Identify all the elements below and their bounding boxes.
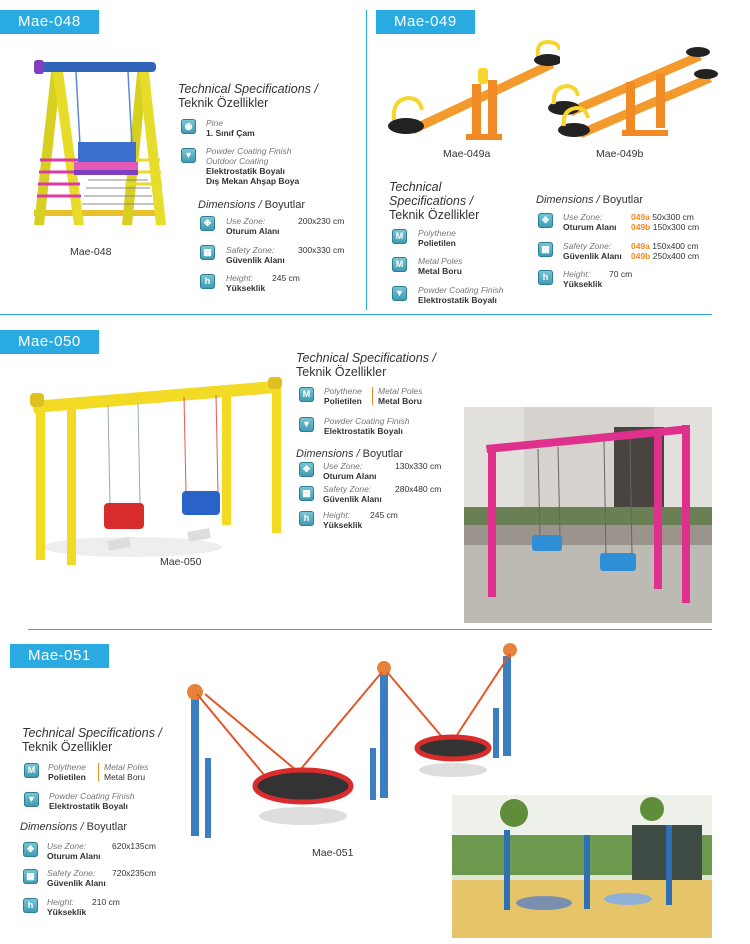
dimensions-title-en: Dimensions / bbox=[296, 448, 360, 460]
use-zone-label-en: Use Zone: bbox=[226, 216, 266, 226]
section-tag-048: Mae-048 bbox=[0, 10, 99, 34]
installation-photo-mae-050 bbox=[464, 407, 712, 623]
finish-label-en: Powder Coating Finish bbox=[324, 416, 410, 426]
use-zone-label-en: Use Zone: bbox=[47, 841, 87, 851]
paint-icon: ▼ bbox=[181, 148, 196, 163]
finish-label-en2: Outdoor Coating bbox=[206, 156, 269, 166]
finish-spec bbox=[49, 791, 135, 811]
poles-spec bbox=[378, 386, 422, 406]
height-value: 70 cm bbox=[609, 269, 633, 279]
use-zone-label-tr: Oturum Alanı bbox=[226, 226, 280, 236]
code-049a: 049a bbox=[631, 241, 650, 251]
safety-zone-label-en: Safety Zone: bbox=[323, 484, 372, 494]
paint-icon: ▼ bbox=[24, 792, 39, 807]
safety-zone-value: 300x330 cm bbox=[298, 245, 345, 255]
paint-icon: ▼ bbox=[392, 286, 407, 301]
product-image-mae-049a bbox=[380, 38, 560, 148]
spec-title bbox=[296, 351, 436, 379]
height-label-en: Height: bbox=[226, 273, 253, 283]
material-icon: M bbox=[392, 229, 407, 244]
safety-zone-spec bbox=[226, 245, 285, 265]
use-zone-spec bbox=[563, 212, 617, 232]
poles-spec bbox=[104, 762, 148, 782]
material-icon: M bbox=[24, 763, 39, 778]
section-tag-051: Mae-051 bbox=[10, 644, 109, 668]
dimensions-title bbox=[536, 193, 643, 207]
code-049a: 049a bbox=[631, 212, 650, 222]
height-value: 245 cm bbox=[370, 510, 398, 520]
finish-spec bbox=[206, 146, 299, 186]
height-label-tr: Yükseklik bbox=[323, 520, 363, 530]
safety-zone-spec bbox=[563, 241, 622, 261]
safety-zone-label-tr: Güvenlik Alanı bbox=[563, 251, 622, 261]
spec-title bbox=[178, 82, 318, 110]
dimensions-title bbox=[198, 198, 305, 212]
material-label-tr: Polietilen bbox=[48, 772, 86, 782]
material-label-en: Polythene bbox=[418, 228, 456, 238]
finish-label-en: Powder Coating Finish bbox=[418, 285, 504, 295]
material-label-en: Pine bbox=[206, 118, 224, 128]
spec-title-en: Technical Specifications / bbox=[296, 351, 436, 365]
dimensions-title bbox=[296, 447, 403, 461]
divider-line bbox=[372, 387, 373, 405]
divider-line bbox=[98, 763, 99, 781]
spec-title-en: Technical Specifications / bbox=[22, 726, 162, 740]
material-spec bbox=[206, 118, 255, 138]
spec-title bbox=[22, 726, 162, 754]
section-divider bbox=[0, 314, 712, 315]
use-zone-icon: ✥ bbox=[299, 462, 314, 477]
height-label-en: Height: bbox=[47, 897, 74, 907]
height-label-tr: Yükseklik bbox=[563, 279, 603, 289]
use-zone-spec bbox=[47, 841, 101, 861]
height-spec bbox=[563, 269, 602, 289]
height-label-en: Height: bbox=[323, 510, 350, 520]
section-divider bbox=[28, 629, 712, 630]
dimensions-title-tr: Boyutlar bbox=[602, 194, 643, 206]
use-zone-label-tr: Oturum Alanı bbox=[47, 851, 101, 861]
section-divider bbox=[366, 10, 367, 310]
dimensions-title-en: Dimensions / bbox=[198, 199, 262, 211]
product-caption: Mae-050 bbox=[160, 556, 202, 568]
safety-zone-values bbox=[631, 241, 699, 261]
height-value: 245 cm bbox=[272, 273, 300, 283]
spec-title-en2: Specifications / bbox=[389, 194, 474, 208]
spec-title-tr: Teknik Özellikler bbox=[22, 740, 113, 754]
finish-label-en: Powder Coating Finish bbox=[206, 146, 292, 156]
installation-photo-mae-051 bbox=[452, 795, 712, 938]
safety-zone-icon: ▦ bbox=[299, 486, 314, 501]
dimensions-title-tr: Boyutlar bbox=[362, 448, 403, 460]
safety-zone-label-en: Safety Zone: bbox=[563, 241, 612, 251]
use-zone-icon: ✥ bbox=[538, 213, 553, 228]
product-caption: Mae-048 bbox=[70, 246, 112, 258]
spec-title-tr: Teknik Özellikler bbox=[389, 208, 480, 222]
use-zone-spec bbox=[323, 461, 377, 481]
finish-label-tr: Elektrostatik Boyalı bbox=[324, 426, 403, 436]
spec-title-en: Technical Specifications / bbox=[178, 82, 318, 96]
dimensions-title-en: Dimensions / bbox=[536, 194, 600, 206]
section-tag-049: Mae-049 bbox=[376, 10, 475, 34]
use-zone-label-tr: Oturum Alanı bbox=[563, 222, 617, 232]
use-zone-spec bbox=[226, 216, 280, 236]
safety-zone-icon: ▦ bbox=[23, 869, 38, 884]
material-icon: M bbox=[299, 387, 314, 402]
product-caption: Mae-051 bbox=[312, 847, 354, 859]
product-caption-a: Mae-049a bbox=[443, 148, 491, 160]
material-spec bbox=[48, 762, 86, 782]
height-label-en: Height: bbox=[563, 269, 590, 279]
use-zone-icon: ✥ bbox=[200, 216, 215, 231]
use-zone-icon: ✥ bbox=[23, 842, 38, 857]
safety-zone-label-en: Safety Zone: bbox=[226, 245, 275, 255]
dimensions-title bbox=[20, 820, 127, 834]
code-049b: 049b bbox=[631, 251, 651, 261]
code-049b: 049b bbox=[631, 222, 651, 232]
poles-label-tr: Metal Boru bbox=[418, 266, 462, 276]
spec-title bbox=[389, 180, 479, 222]
dimensions-title-en: Dimensions / bbox=[20, 821, 84, 833]
safety-zone-value: 280x480 cm bbox=[395, 484, 442, 494]
height-value: 210 cm bbox=[92, 897, 120, 907]
use-zone-value: 620x135cm bbox=[112, 841, 156, 851]
spec-title-en: Technical bbox=[389, 180, 442, 194]
height-label-tr: Yükseklik bbox=[226, 283, 266, 293]
material-label-tr: 1. Sınıf Çam bbox=[206, 128, 255, 138]
material-label-en: Polythene bbox=[48, 762, 86, 772]
safety-zone-spec bbox=[323, 484, 382, 504]
use-zone-values bbox=[631, 212, 699, 232]
material-label-tr: Polietilen bbox=[324, 396, 362, 406]
product-caption-b: Mae-049b bbox=[596, 148, 644, 160]
finish-label-en: Powder Coating Finish bbox=[49, 791, 135, 801]
height-icon: h bbox=[200, 274, 215, 289]
spec-title-tr: Teknik Özellikler bbox=[296, 365, 387, 379]
finish-spec bbox=[418, 285, 504, 305]
spec-title-tr: Teknik Özellikler bbox=[178, 96, 269, 110]
poles-label-tr: Metal Boru bbox=[104, 772, 146, 782]
height-spec bbox=[226, 273, 265, 293]
paint-icon: ▼ bbox=[299, 417, 314, 432]
finish-label-tr: Elektrostatik Boyalı bbox=[418, 295, 497, 305]
poles-spec bbox=[418, 256, 462, 276]
section-tag-050: Mae-050 bbox=[0, 330, 99, 354]
safety-zone-icon: ▦ bbox=[200, 245, 215, 260]
finish-label-tr2: Dış Mekan Ahşap Boya bbox=[206, 176, 300, 186]
poles-icon: M bbox=[392, 257, 407, 272]
safety-zone-icon: ▦ bbox=[538, 242, 553, 257]
safety-zone-label-en: Safety Zone: bbox=[47, 868, 96, 878]
product-image-mae-048 bbox=[28, 50, 168, 235]
safety-zone-label-tr: Güvenlik Alanı bbox=[47, 878, 106, 888]
height-icon: h bbox=[299, 511, 314, 526]
finish-spec bbox=[324, 416, 410, 436]
material-icon: ◉ bbox=[181, 119, 196, 134]
product-image-mae-050 bbox=[12, 375, 292, 570]
use-zone-label-tr: Oturum Alanı bbox=[323, 471, 377, 481]
safety-zone-value: 720x235cm bbox=[112, 868, 156, 878]
use-zone-value: 130x330 cm bbox=[395, 461, 442, 471]
safety-zone-value-b: 250x400 cm bbox=[652, 251, 700, 261]
material-label-en: Polythene bbox=[324, 386, 362, 396]
use-zone-value-a: 50x300 cm bbox=[652, 212, 694, 222]
use-zone-value-b: 150x300 cm bbox=[652, 222, 700, 232]
poles-label-en: Metal Poles bbox=[104, 762, 149, 772]
poles-label-tr: Metal Boru bbox=[378, 396, 422, 406]
poles-label-en: Metal Poles bbox=[418, 256, 463, 266]
finish-label-tr: Elektrostatik Boyalı bbox=[49, 801, 128, 811]
safety-zone-label-tr: Güvenlik Alanı bbox=[226, 255, 285, 265]
safety-zone-label-tr: Güvenlik Alanı bbox=[323, 494, 382, 504]
dimensions-title-tr: Boyutlar bbox=[264, 199, 305, 211]
use-zone-label-en: Use Zone: bbox=[563, 212, 603, 222]
dimensions-title-tr: Boyutlar bbox=[86, 821, 127, 833]
product-image-mae-049b bbox=[538, 38, 718, 148]
material-spec bbox=[324, 386, 362, 406]
height-spec bbox=[47, 897, 86, 917]
height-spec bbox=[323, 510, 362, 530]
height-icon: h bbox=[538, 270, 553, 285]
use-zone-value: 200x230 cm bbox=[298, 216, 345, 226]
poles-label-en: Metal Poles bbox=[378, 386, 423, 396]
safety-zone-value-a: 150x400 cm bbox=[652, 241, 699, 251]
use-zone-label-en: Use Zone: bbox=[323, 461, 363, 471]
material-label-tr: Polietilen bbox=[418, 238, 456, 248]
height-label-tr: Yükseklik bbox=[47, 907, 87, 917]
height-icon: h bbox=[23, 898, 38, 913]
finish-label-tr: Elektrostatik Boyalı bbox=[206, 166, 285, 176]
safety-zone-spec bbox=[47, 868, 106, 888]
material-spec bbox=[418, 228, 456, 248]
